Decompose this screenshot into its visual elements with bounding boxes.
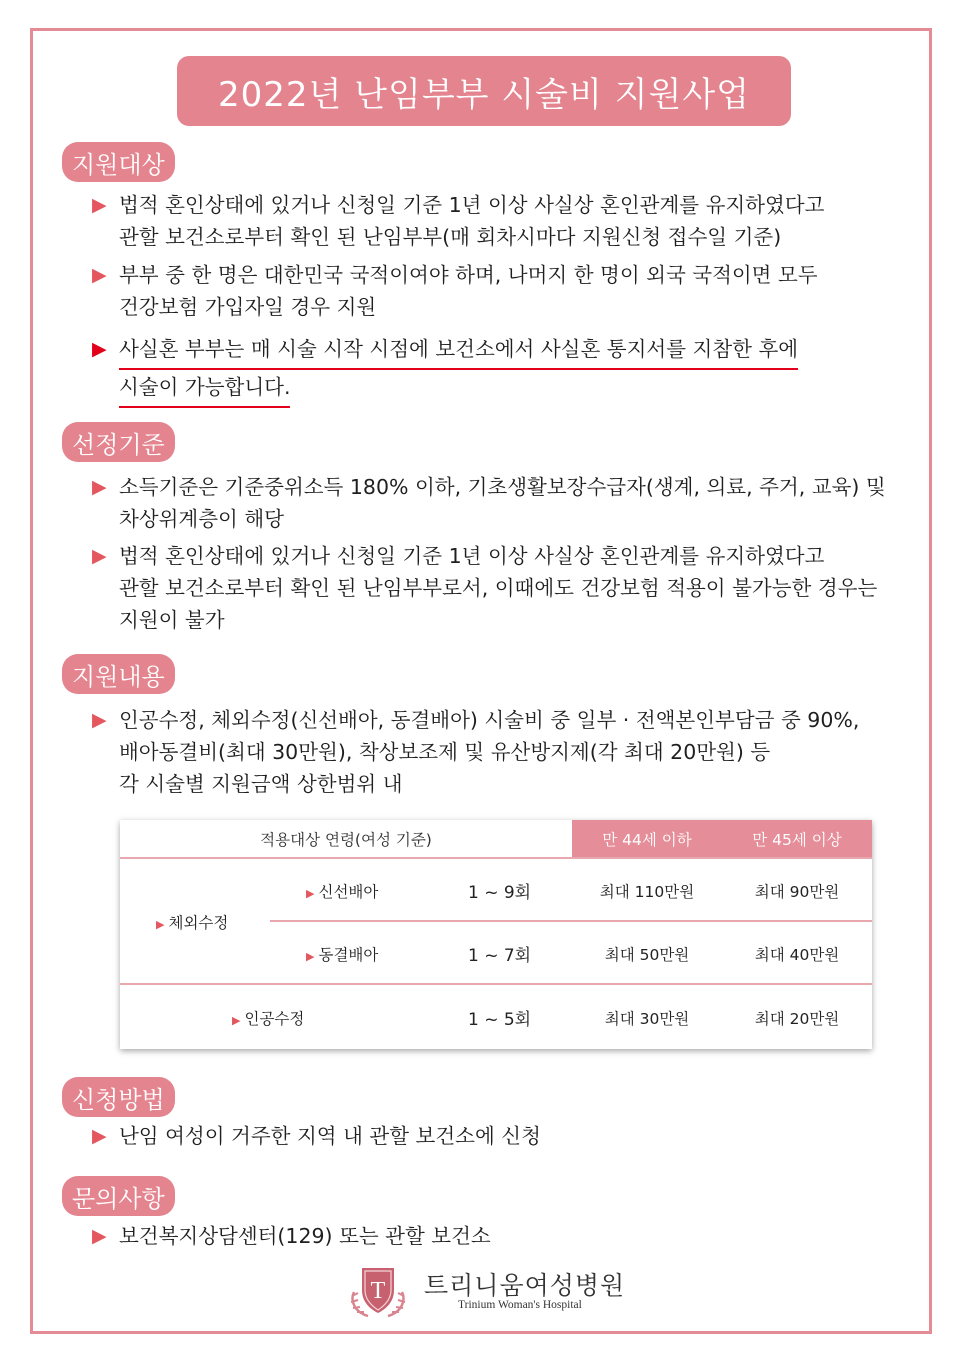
row-label: 신선배아	[318, 883, 379, 901]
item-line: 난임 여성이 거주한 지역 내 관할 보건소에 신청	[119, 1124, 541, 1148]
table-row-name	[306, 943, 378, 965]
hospital-name-en: Trinium Woman's Hospital	[458, 1299, 582, 1311]
hospital-name: 트리니움여성병원	[424, 1271, 626, 1300]
arrow-icon: ▶	[92, 264, 107, 286]
arrow-icon: ▶	[92, 476, 107, 498]
table-group-ivf	[156, 911, 228, 933]
section-heading-method: 신청방법	[62, 1077, 175, 1117]
triangle-icon: ▶	[156, 918, 165, 931]
table-row-col2: 최대 20만원	[754, 1010, 840, 1028]
page-title: 2022년 난임부부 시술비 지원사업	[177, 56, 791, 126]
arrow-icon: ▶	[92, 194, 107, 216]
item-line: 관할 보건소로부터 확인 된 난임부부로서, 이때에도 건강보험 적용이 불가능한 경우는	[119, 576, 878, 600]
table-row-col1: 최대 30만원	[604, 1010, 690, 1028]
highlighted-line: 사실혼 부부는 매 시술 시작 시점에 보건소에서 사실혼 통지서를 지참한 후에	[119, 332, 798, 370]
crest-icon	[346, 1262, 410, 1320]
table-row-count: 1 ~ 9회	[468, 883, 532, 903]
row-label: 동결배아	[318, 946, 379, 964]
table-row-count: 1 ~ 5회	[468, 1010, 532, 1030]
item-line: 인공수정, 체외수정(신선배아, 동결배아) 시술비 중 일부 · 전액본인부담금 중 90%,	[119, 708, 860, 732]
item-line: 보건복지상담센터(129) 또는 관할 보건소	[119, 1224, 491, 1248]
section-heading-content: 지원내용	[62, 654, 175, 694]
svg-text:T: T	[370, 1278, 386, 1304]
table-divider	[120, 857, 872, 859]
table-row-col1: 최대 50만원	[604, 946, 690, 964]
triangle-icon: ▶	[232, 1014, 241, 1027]
table-row-name	[306, 880, 378, 902]
hospital-logo	[346, 1262, 636, 1320]
item-line: 차상위계층이 해당	[119, 507, 284, 531]
item-line: 부부 중 한 명은 대한민국 국적이여야 하며, 나머지 한 명이 외국 국적이면 모두	[119, 263, 818, 287]
arrow-icon: ▶	[92, 1125, 107, 1147]
table-row-col2: 최대 90만원	[754, 883, 840, 901]
table-divider	[120, 983, 872, 985]
highlighted-line: 시술이 가능합니다.	[119, 370, 290, 408]
support-table	[120, 820, 872, 1049]
item-line: 관할 보건소로부터 확인 된 난임부부(매 회차시마다 지원신청 접수일 기준)	[119, 225, 782, 249]
table-header-col1: 만 44세 이하	[572, 820, 722, 857]
triangle-icon: ▶	[306, 950, 315, 963]
item-line: 법적 혼인상태에 있거나 신청일 기준 1년 이상 사실상 혼인관계를 유지하였다고	[119, 193, 825, 217]
item-line: 건강보험 가입자일 경우 지원	[119, 295, 377, 319]
table-row-col1: 최대 110만원	[599, 883, 695, 901]
group-label: 체외수정	[168, 914, 229, 932]
table-row-col2: 최대 40만원	[754, 946, 840, 964]
section-heading-criteria: 선정기준	[62, 422, 175, 462]
table-header-col2: 만 45세 이상	[722, 820, 872, 857]
item-line: 소득기준은 기준중위소득 180% 이하, 기초생활보장수급자(생계, 의료, 주거, 교육) 및	[119, 475, 886, 499]
section-heading-inquiry: 문의사항	[62, 1176, 175, 1216]
item-line: 법적 혼인상태에 있거나 신청일 기준 1년 이상 사실상 혼인관계를 유지하였다고	[119, 544, 825, 568]
arrow-icon: ▶	[92, 709, 107, 731]
arrow-icon: ▶	[92, 338, 107, 360]
row-label: 인공수정	[244, 1010, 305, 1028]
item-line: 각 시술별 지원금액 상한범위 내	[119, 772, 403, 796]
table-divider	[270, 920, 872, 922]
table-row-count: 1 ~ 7회	[468, 946, 532, 966]
triangle-icon: ▶	[306, 887, 315, 900]
table-row-name	[232, 1007, 304, 1029]
item-line: 지원이 불가	[119, 608, 225, 632]
table-header-age: 적용대상 연령(여성 기준)	[260, 830, 432, 849]
arrow-icon: ▶	[92, 1225, 107, 1247]
arrow-icon: ▶	[92, 545, 107, 567]
item-line: 배아동결비(최대 30만원), 착상보조제 및 유산방지제(각 최대 20만원) 등	[119, 740, 771, 764]
section-heading-target: 지원대상	[62, 142, 175, 182]
